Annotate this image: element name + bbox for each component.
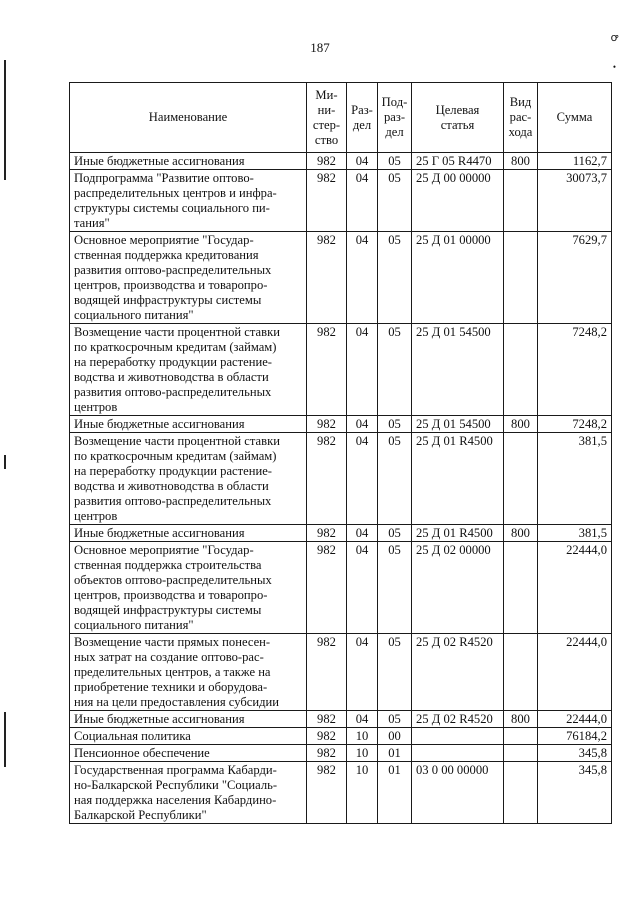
row-section: 04 — [347, 542, 378, 634]
row-amount: 381,5 — [538, 433, 612, 525]
row-ministry: 982 — [307, 745, 347, 762]
row-target: 25 Д 02 00000 — [412, 542, 504, 634]
row-expense-type: 800 — [504, 153, 538, 170]
row-ministry: 982 — [307, 711, 347, 728]
row-name: Основное мероприятие "Государ- ственная поддержка строительства объектов оптово-распределительных центров, производства и товаропро- водящей инфраструктуры системы социального питания" — [70, 542, 307, 634]
row-name: Возмещение части прямых понесен- ных затрат на создание оптово-рас- пределительных центров, а также на приобретение техники и оборудова- ния на цели предоставления субсидии — [70, 634, 307, 711]
row-expense-type: 800 — [504, 711, 538, 728]
table-row — [70, 324, 612, 416]
row-amount: 22444,0 — [538, 634, 612, 711]
row-name: Социальная политика — [70, 728, 307, 745]
row-target — [412, 745, 504, 762]
row-target: 03 0 00 00000 — [412, 762, 504, 824]
row-section: 10 — [347, 745, 378, 762]
row-amount: 345,8 — [538, 762, 612, 824]
row-subsection: 05 — [378, 324, 412, 416]
left-margin-line-bottom — [4, 712, 6, 767]
row-target: 25 Д 01 00000 — [412, 232, 504, 324]
table-row — [70, 542, 612, 634]
row-amount: 30073,7 — [538, 170, 612, 232]
row-subsection: 05 — [378, 170, 412, 232]
row-section: 04 — [347, 324, 378, 416]
table-row — [70, 745, 612, 762]
row-ministry: 982 — [307, 232, 347, 324]
row-expense-type — [504, 634, 538, 711]
row-target: 25 Д 01 R4500 — [412, 525, 504, 542]
table-row — [70, 711, 612, 728]
row-name: Иные бюджетные ассигнования — [70, 711, 307, 728]
table-header-row — [70, 83, 612, 153]
header-expense-type: Вид рас- хода — [504, 83, 538, 153]
row-ministry: 982 — [307, 170, 347, 232]
row-expense-type — [504, 170, 538, 232]
row-expense-type — [504, 762, 538, 824]
row-amount: 7629,7 — [538, 232, 612, 324]
header-subsection: Под- раз- дел — [378, 83, 412, 153]
row-subsection: 01 — [378, 745, 412, 762]
row-ministry: 982 — [307, 433, 347, 525]
row-section: 04 — [347, 711, 378, 728]
table-row — [70, 634, 612, 711]
row-target: 25 Д 00 00000 — [412, 170, 504, 232]
corner-dot: • — [612, 62, 616, 72]
table-row — [70, 416, 612, 433]
row-target: 25 Д 02 R4520 — [412, 634, 504, 711]
row-name: Основное мероприятие "Государ- ственная поддержка кредитования развития оптово-распределительных центров, производства и товаропро- водящей инфраструктуры системы социального питания" — [70, 232, 307, 324]
row-section: 04 — [347, 232, 378, 324]
row-ministry: 982 — [307, 542, 347, 634]
row-target: 25 Д 01 R4500 — [412, 433, 504, 525]
row-ministry: 982 — [307, 416, 347, 433]
row-section: 04 — [347, 170, 378, 232]
table-row — [70, 525, 612, 542]
row-amount: 22444,0 — [538, 542, 612, 634]
row-subsection: 05 — [378, 634, 412, 711]
row-subsection: 05 — [378, 416, 412, 433]
row-amount: 76184,2 — [538, 728, 612, 745]
row-name: Иные бюджетные ассигнования — [70, 525, 307, 542]
row-section: 10 — [347, 762, 378, 824]
row-section: 10 — [347, 728, 378, 745]
row-amount: 7248,2 — [538, 324, 612, 416]
table-row — [70, 232, 612, 324]
row-name: Государственная программа Кабарди- но-Балкарской Республики "Социаль- ная поддержка населения Кабардино- Балкарской Республики" — [70, 762, 307, 824]
row-section: 04 — [347, 433, 378, 525]
row-subsection: 05 — [378, 525, 412, 542]
row-section: 04 — [347, 153, 378, 170]
row-expense-type — [504, 542, 538, 634]
row-expense-type — [504, 728, 538, 745]
left-margin-line-top — [4, 60, 6, 180]
row-subsection: 05 — [378, 542, 412, 634]
row-ministry: 982 — [307, 728, 347, 745]
row-amount: 22444,0 — [538, 711, 612, 728]
row-ministry: 982 — [307, 153, 347, 170]
row-expense-type — [504, 745, 538, 762]
corner-mark: ꝍ — [610, 32, 618, 44]
table-row — [70, 762, 612, 824]
row-expense-type — [504, 324, 538, 416]
budget-table — [69, 82, 612, 824]
row-section: 04 — [347, 525, 378, 542]
row-ministry: 982 — [307, 324, 347, 416]
row-subsection: 05 — [378, 711, 412, 728]
table-row — [70, 433, 612, 525]
row-subsection: 01 — [378, 762, 412, 824]
header-target: Целевая статья — [412, 83, 504, 153]
row-ministry: 982 — [307, 634, 347, 711]
row-name: Подпрограмма "Развитие оптово- распределительных центров и инфра- структуры системы социального пи- тания" — [70, 170, 307, 232]
row-target: 25 Д 02 R4520 — [412, 711, 504, 728]
row-expense-type — [504, 232, 538, 324]
row-target: 25 Д 01 54500 — [412, 416, 504, 433]
row-target: 25 Г 05 R4470 — [412, 153, 504, 170]
header-section: Раз- дел — [347, 83, 378, 153]
table-row — [70, 728, 612, 745]
header-name: Наименование — [70, 83, 307, 153]
row-subsection: 05 — [378, 433, 412, 525]
row-name: Возмещение части процентной ставки по краткосрочным кредитам (займам) на переработку продукции растение- водства и животноводства в области развития оптово-распределительных центров — [70, 324, 307, 416]
table-row — [70, 153, 612, 170]
row-amount: 345,8 — [538, 745, 612, 762]
row-name: Пенсионное обеспечение — [70, 745, 307, 762]
row-target: 25 Д 01 54500 — [412, 324, 504, 416]
row-target — [412, 728, 504, 745]
row-amount: 381,5 — [538, 525, 612, 542]
row-section: 04 — [347, 416, 378, 433]
row-name: Возмещение части процентной ставки по краткосрочным кредитам (займам) на переработку продукции растение- водства и животноводства в области развития оптово-распределительных центров — [70, 433, 307, 525]
header-ministry: Ми- ни- стер- ство — [307, 83, 347, 153]
row-amount: 1162,7 — [538, 153, 612, 170]
left-margin-tick — [4, 455, 6, 469]
row-expense-type: 800 — [504, 416, 538, 433]
table-row — [70, 170, 612, 232]
row-ministry: 982 — [307, 762, 347, 824]
row-section: 04 — [347, 634, 378, 711]
page-number: 187 — [310, 40, 330, 55]
row-name: Иные бюджетные ассигнования — [70, 153, 307, 170]
row-name: Иные бюджетные ассигнования — [70, 416, 307, 433]
row-ministry: 982 — [307, 525, 347, 542]
row-subsection: 05 — [378, 232, 412, 324]
row-subsection: 00 — [378, 728, 412, 745]
row-subsection: 05 — [378, 153, 412, 170]
row-expense-type — [504, 433, 538, 525]
row-amount: 7248,2 — [538, 416, 612, 433]
header-amount: Сумма — [538, 83, 612, 153]
row-expense-type: 800 — [504, 525, 538, 542]
